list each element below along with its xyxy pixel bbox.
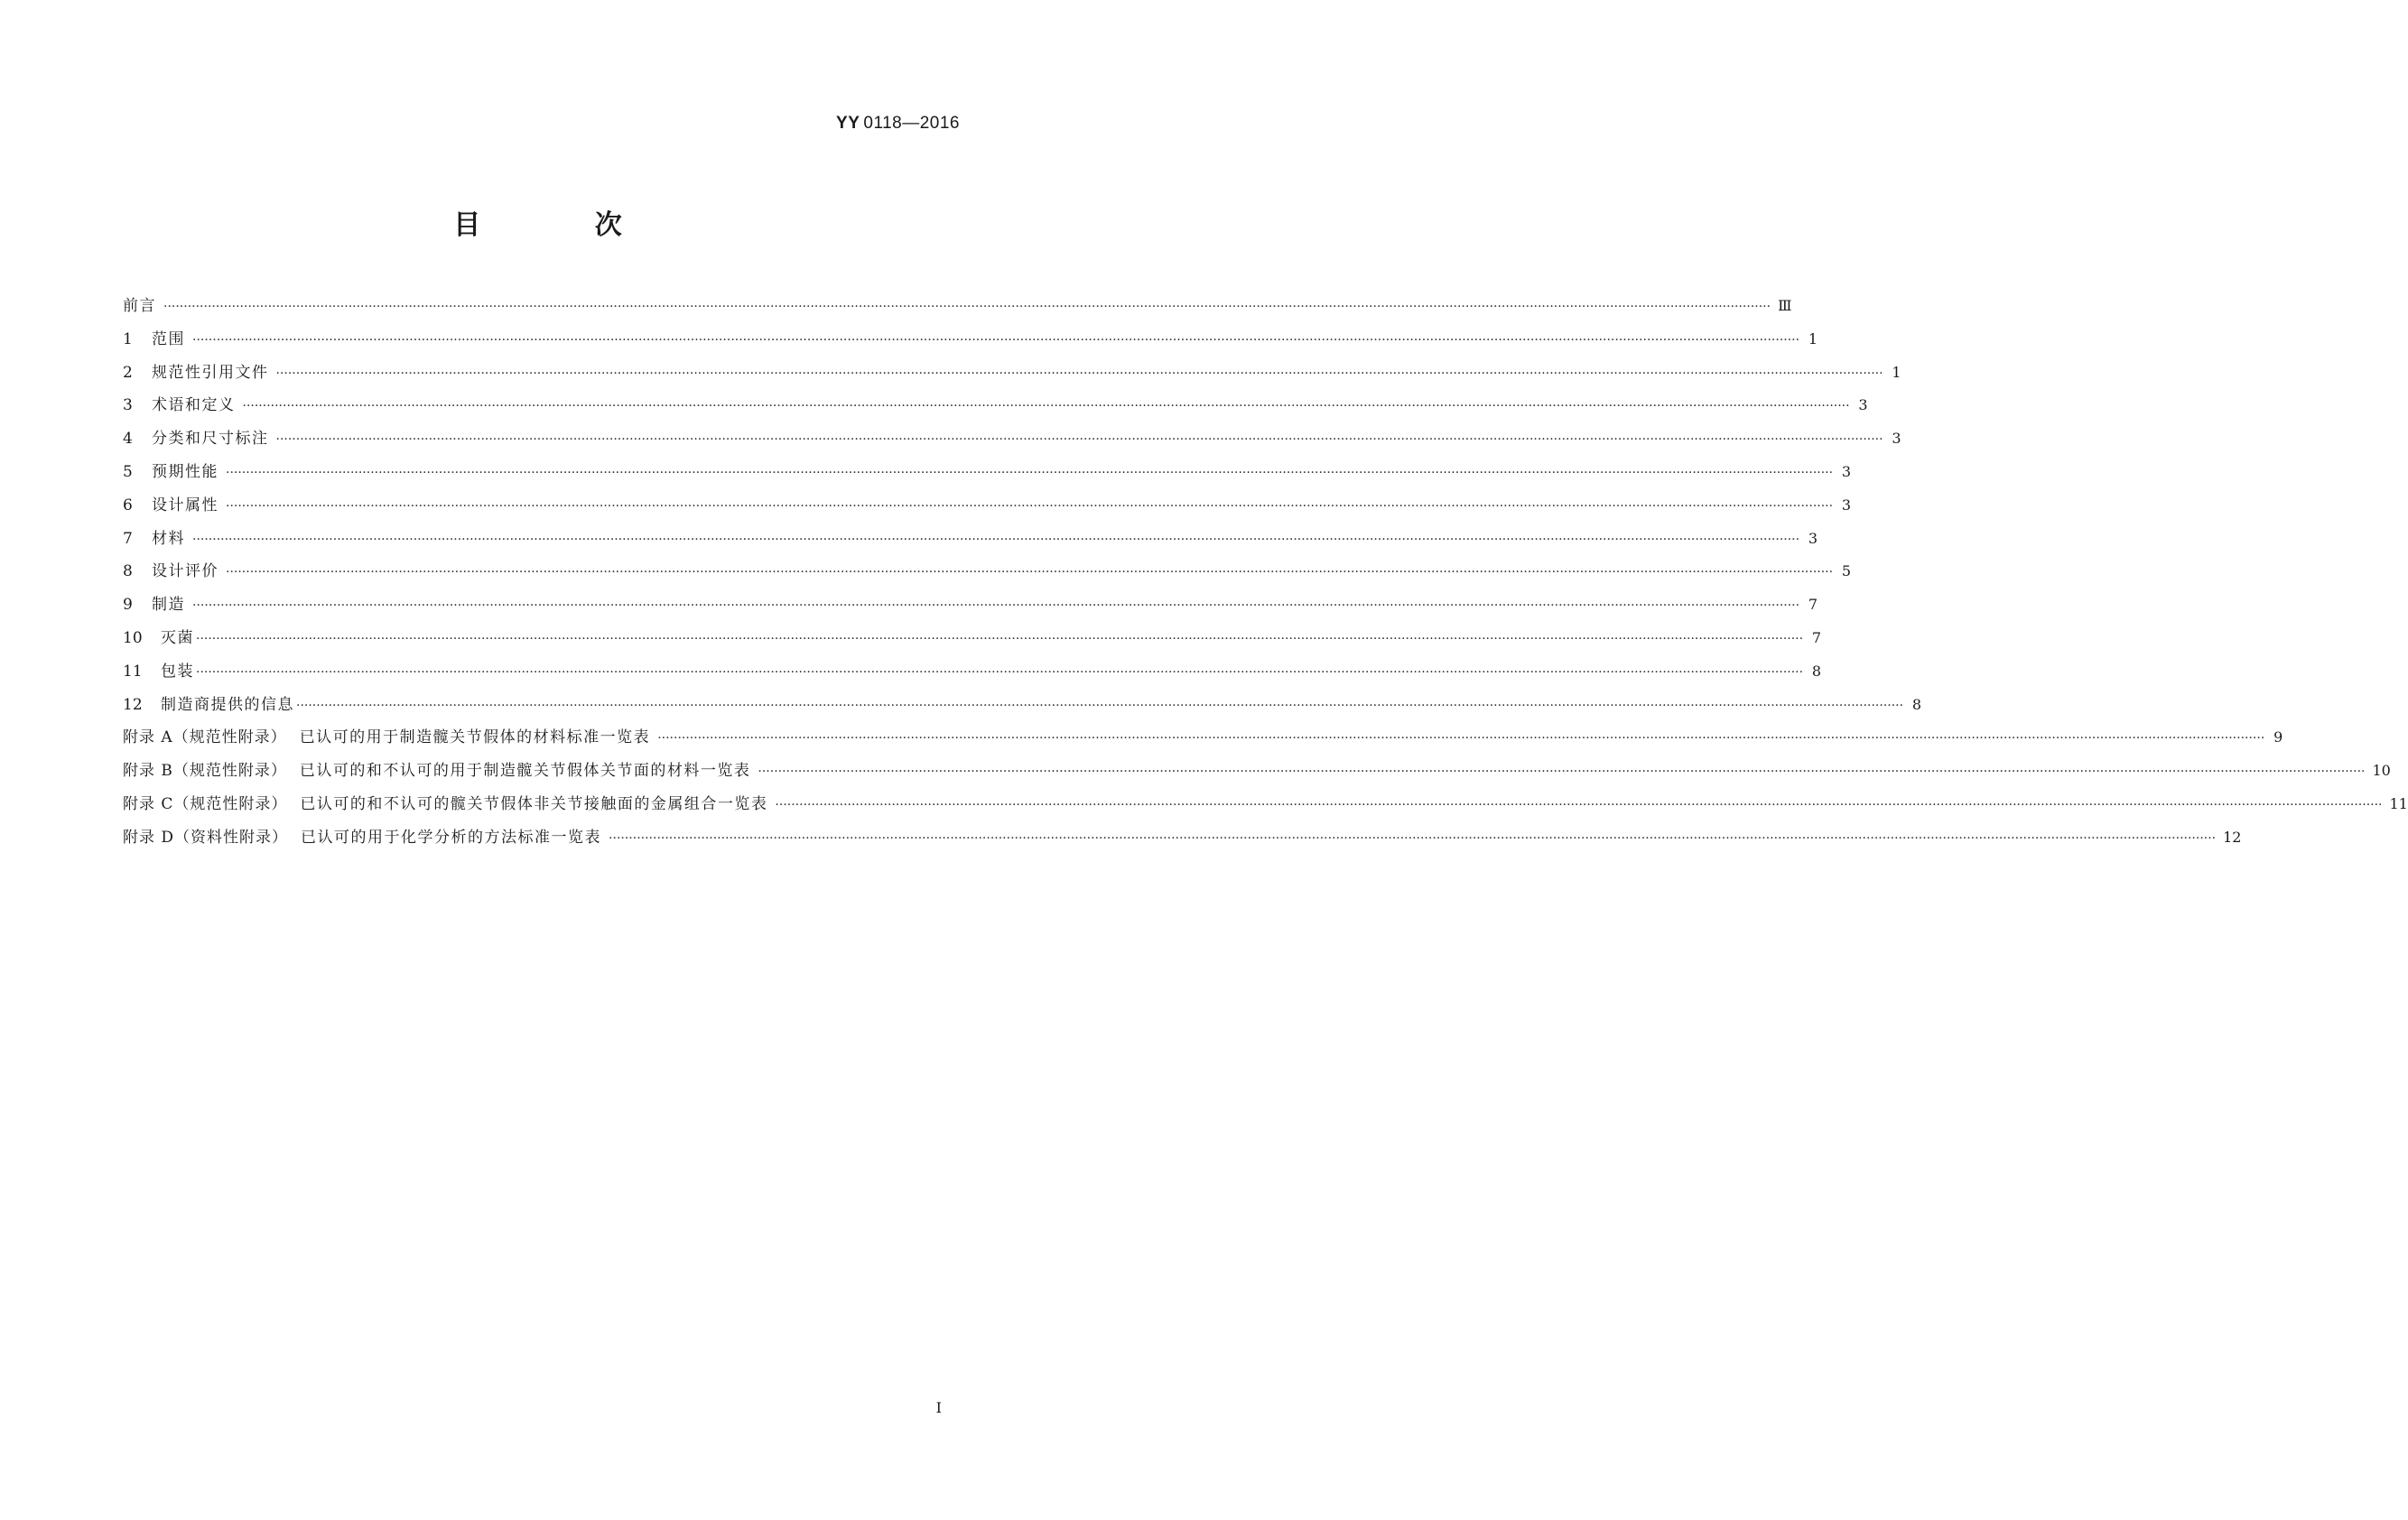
- toc-entry[interactable]: [123, 326, 1818, 359]
- toc-entry-title: 设计评价: [152, 562, 218, 581]
- toc-annex-label: 附录 C（规范性附录）: [123, 794, 288, 813]
- toc-entry-page: 12: [2223, 828, 2242, 846]
- toc-dot-leader: ················································································································································································································································································································································································································: [275, 366, 1883, 381]
- toc-entry-page: 1: [1892, 363, 1901, 381]
- toc-entry-page: 3: [1841, 462, 1852, 480]
- toc-entry-title: 已认可的和不认可的髋关节假体非关节接触面的金属组合一览表: [300, 794, 768, 813]
- toc-annex-label: 附录 B（规范性附录）: [123, 762, 287, 781]
- toc-entry-number: 11: [123, 662, 143, 681]
- toc-dot-leader: ················································································································································································································································································································································································································: [163, 300, 1771, 314]
- toc-entry[interactable]: [123, 791, 2408, 824]
- toc-entry[interactable]: [123, 757, 2391, 791]
- toc-entry-number: 8: [123, 562, 133, 581]
- toc-entry[interactable]: [123, 525, 1818, 559]
- toc-entry-title: 术语和定义: [152, 396, 236, 415]
- toc-dot-leader: ················································································································································································································································································································································································································: [775, 797, 2383, 812]
- toc-entry-number: 3: [123, 396, 133, 415]
- toc-annex-label: 附录 D（资料性附录）: [123, 828, 289, 847]
- toc-entry-title: 预期性能: [152, 462, 218, 481]
- toc-entry[interactable]: [123, 658, 1822, 691]
- toc-entry-number: 9: [123, 596, 133, 615]
- toc-dot-leader: ················································································································································································································································································································································································································: [196, 631, 1804, 646]
- toc-entry-title: 已认可的用于化学分析的方法标准一览表: [301, 828, 602, 847]
- toc-entry-number: 4: [123, 430, 133, 449]
- toc-entry-title: 材料: [152, 529, 185, 548]
- toc-entry-title: 规范性引用文件: [152, 363, 269, 382]
- table-of-contents: [123, 292, 2408, 857]
- toc-dot-leader: ················································································································································································································································································································································································································: [275, 432, 1883, 448]
- toc-entry-page: 7: [1811, 628, 1822, 646]
- toc-entry-page: 11: [2389, 794, 2408, 812]
- toc-entry-title: 设计属性: [152, 496, 218, 514]
- toc-dot-leader: ················································································································································································································································································································································································································: [192, 332, 1800, 348]
- toc-entry[interactable]: [123, 359, 1901, 393]
- toc-entry[interactable]: [123, 625, 1822, 658]
- toc-entry-page: 1: [1808, 329, 1818, 348]
- toc-entry-page: 3: [1808, 529, 1818, 547]
- page-number: I: [935, 1399, 942, 1416]
- toc-entry[interactable]: [123, 691, 1922, 725]
- toc-dot-leader: ················································································································································································································································································································································································································: [192, 532, 1800, 547]
- toc-entry-number: 10: [123, 628, 143, 647]
- toc-entry[interactable]: [123, 492, 1852, 525]
- toc-entry-page: 8: [1911, 695, 1922, 713]
- toc-entry-number: 5: [123, 462, 133, 481]
- toc-entry-title: 制造: [152, 596, 185, 615]
- toc-entry[interactable]: [123, 425, 1901, 459]
- standard-number: 0118—2016: [863, 114, 960, 133]
- toc-dot-leader: ················································································································································································································································································································································································································: [196, 664, 1804, 680]
- toc-entry-page: Ⅲ: [1778, 297, 1792, 314]
- standard-prefix: YY: [836, 114, 860, 133]
- toc-entry-title: 已认可的用于制造髋关节假体的材料标准一览表: [299, 728, 651, 747]
- toc-entry-page: 5: [1841, 562, 1852, 580]
- toc-dot-leader: ················································································································································································································································································································································································································: [657, 731, 2265, 746]
- toc-entry-number: 7: [123, 529, 133, 548]
- toc-entry-page: 10: [2372, 762, 2391, 780]
- toc-entry-page: 3: [1858, 396, 1868, 414]
- toc-entry[interactable]: [123, 558, 1852, 591]
- toc-entry-title: 已认可的和不认可的用于制造髋关节假体关节面的材料一览表: [299, 762, 751, 781]
- toc-entry[interactable]: [123, 459, 1852, 492]
- toc-dot-leader: ················································································································································································································································································································································································································: [296, 698, 1904, 713]
- toc-entry-number: 1: [123, 329, 133, 348]
- toc-entry-page: 9: [2273, 728, 2283, 746]
- toc-entry-title: 制造商提供的信息: [161, 695, 294, 714]
- toc-dot-leader: ················································································································································································································································································································································································································: [226, 565, 1834, 580]
- toc-entry-title: 前言: [123, 297, 156, 315]
- toc-dot-leader: ················································································································································································································································································································································································································: [758, 765, 2366, 780]
- toc-entry-title: 灭菌: [161, 628, 194, 647]
- toc-dot-leader: ················································································································································································································································································································································································································: [192, 598, 1800, 614]
- toc-dot-leader: ················································································································································································································································································································································································································: [226, 498, 1834, 514]
- toc-entry[interactable]: [123, 824, 2242, 857]
- toc-entry-page: 7: [1808, 596, 1818, 614]
- toc-entry[interactable]: [123, 292, 1792, 326]
- standard-code: [836, 114, 960, 134]
- toc-entry-title: 包装: [161, 662, 194, 681]
- toc-entry-page: 8: [1811, 662, 1822, 680]
- toc-entry-number: 6: [123, 496, 133, 514]
- toc-entry-page: 3: [1892, 430, 1901, 448]
- toc-dot-leader: ················································································································································································································································································································································································································: [609, 830, 2217, 846]
- toc-entry[interactable]: [123, 392, 1868, 425]
- toc-dot-leader: ················································································································································································································································································································································································································: [226, 465, 1834, 480]
- toc-entry-number: 2: [123, 363, 133, 382]
- toc-entry[interactable]: [123, 591, 1818, 625]
- toc-annex-label: 附录 A（规范性附录）: [123, 728, 287, 747]
- toc-entry-page: 3: [1841, 496, 1852, 514]
- toc-dot-leader: ················································································································································································································································································································································································································: [242, 399, 1850, 414]
- toc-entry-title: 分类和尺寸标注: [152, 430, 269, 449]
- toc-entry-title: 范围: [152, 329, 185, 348]
- toc-entry[interactable]: [123, 724, 2283, 757]
- toc-entry-number: 12: [123, 695, 143, 714]
- toc-title: 目 次: [453, 209, 674, 241]
